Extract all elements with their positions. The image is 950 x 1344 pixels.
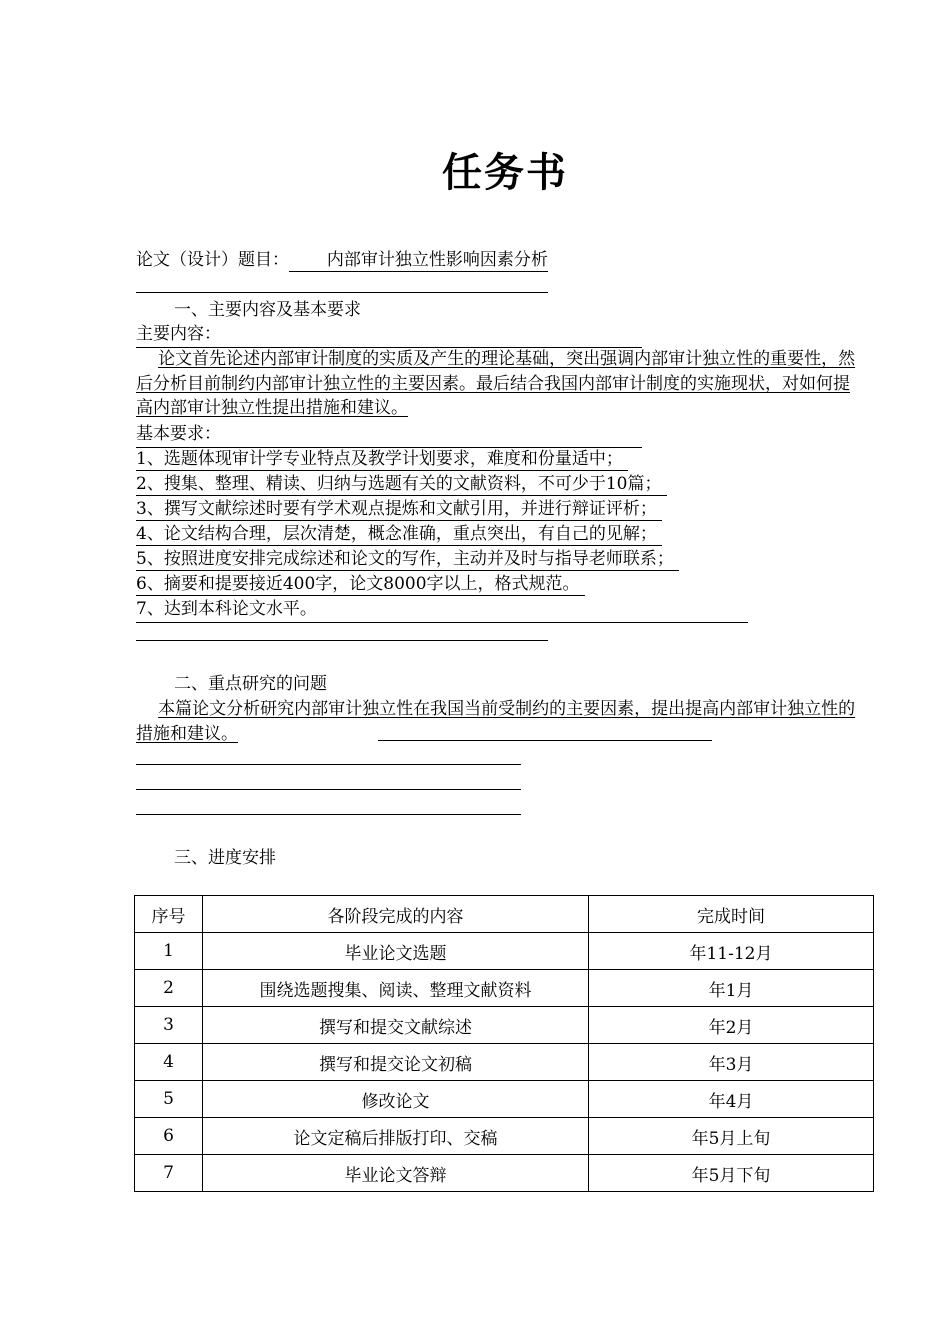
row-time: 年5月上旬 (589, 1118, 874, 1155)
section3-heading: 三、进度安排 (174, 848, 276, 868)
topic-label: 论文（设计）题目： (136, 250, 289, 270)
blank-rule (136, 640, 548, 641)
requirement-item: 1、选题体现审计学专业特点及教学计划要求，难度和份量适中； (136, 447, 628, 471)
main-content-text: 论文首先论述内部审计制度的实质及产生的理论基础，突出强调内部审计独立性的重要性，然后分析目前制约内部审计独立性的主要因素。最后结合我国内部审计制度的实施现状，对如何提高内部审计独立性提出措施和建议。 (136, 349, 856, 418)
row-number: 2 (135, 970, 203, 1007)
row-task: 毕业论文选题 (203, 933, 589, 970)
row-task: 围绕选题搜集、阅读、整理文献资料 (203, 970, 589, 1007)
row-time: 年5月下旬 (589, 1155, 874, 1192)
topic-value: 内部审计独立性影响因素分析 (289, 250, 548, 272)
topic-line (136, 248, 548, 272)
table-row (135, 1044, 874, 1081)
row-task: 撰写和提交论文初稿 (203, 1044, 589, 1081)
table-header-row (135, 896, 874, 933)
row-task: 毕业论文答辩 (203, 1155, 589, 1192)
blank-rule (136, 814, 521, 815)
row-time: 年4月 (589, 1081, 874, 1118)
row-task: 撰写和提交文献综述 (203, 1007, 589, 1044)
row-time: 年11-12月 (589, 933, 874, 970)
requirement-item: 5、按照进度安排完成综述和论文的写作，主动并及时与指导老师联系； (136, 547, 679, 571)
table-row (135, 970, 874, 1007)
row-task: 修改论文 (203, 1081, 589, 1118)
blank-rule (136, 764, 521, 765)
row-time: 年3月 (589, 1044, 874, 1081)
blank-rule (378, 740, 712, 741)
row-number: 4 (135, 1044, 203, 1081)
table-row (135, 1081, 874, 1118)
table-row (135, 1118, 874, 1155)
main-content-label-line (136, 322, 642, 348)
row-number: 3 (135, 1007, 203, 1044)
basic-req-label-line (136, 422, 642, 448)
blank-rule (136, 292, 548, 293)
header-cell: 各阶段完成的内容 (203, 896, 589, 933)
header-cell: 完成时间 (589, 896, 874, 933)
page-title: 任务书 (442, 150, 568, 196)
row-number: 5 (135, 1081, 203, 1118)
requirement-item: 4、论文结构合理，层次清楚，概念准确，重点突出，有自己的见解； (136, 522, 662, 546)
row-time: 年1月 (589, 970, 874, 1007)
section2-text: 本篇论文分析研究内部审计独立性在我国当前受制约的主要因素，提出提高内部审计独立性的措施和建议。 (136, 699, 856, 744)
requirement-item: 3、撰写文献综述时要有学术观点提炼和文献引用，并进行辩证评析； (136, 497, 662, 521)
row-number: 7 (135, 1155, 203, 1192)
requirement-item: 7、达到本科论文水平。 (136, 597, 748, 623)
row-number: 6 (135, 1118, 203, 1155)
row-task: 论文定稿后排版打印、交稿 (203, 1118, 589, 1155)
table-row (135, 1007, 874, 1044)
row-time: 年2月 (589, 1007, 874, 1044)
section2-heading: 二、重点研究的问题 (174, 674, 327, 694)
row-number: 1 (135, 933, 203, 970)
blank-rule (136, 789, 521, 790)
table-row (135, 933, 874, 970)
table-row (135, 1155, 874, 1192)
section1-heading: 一、主要内容及基本要求 (174, 300, 361, 320)
requirement-item: 2、搜集、整理、精读、归纳与选题有关的文献资料，不可少于10篇； (136, 472, 667, 496)
requirement-item: 6、摘要和提要接近400字，论文8000字以上，格式规范。 (136, 572, 585, 596)
schedule-table (134, 895, 874, 1192)
basic-req-label: 基本要求： (136, 422, 642, 448)
main-content-label: 主要内容： (136, 322, 642, 348)
header-cell: 序号 (135, 896, 203, 933)
